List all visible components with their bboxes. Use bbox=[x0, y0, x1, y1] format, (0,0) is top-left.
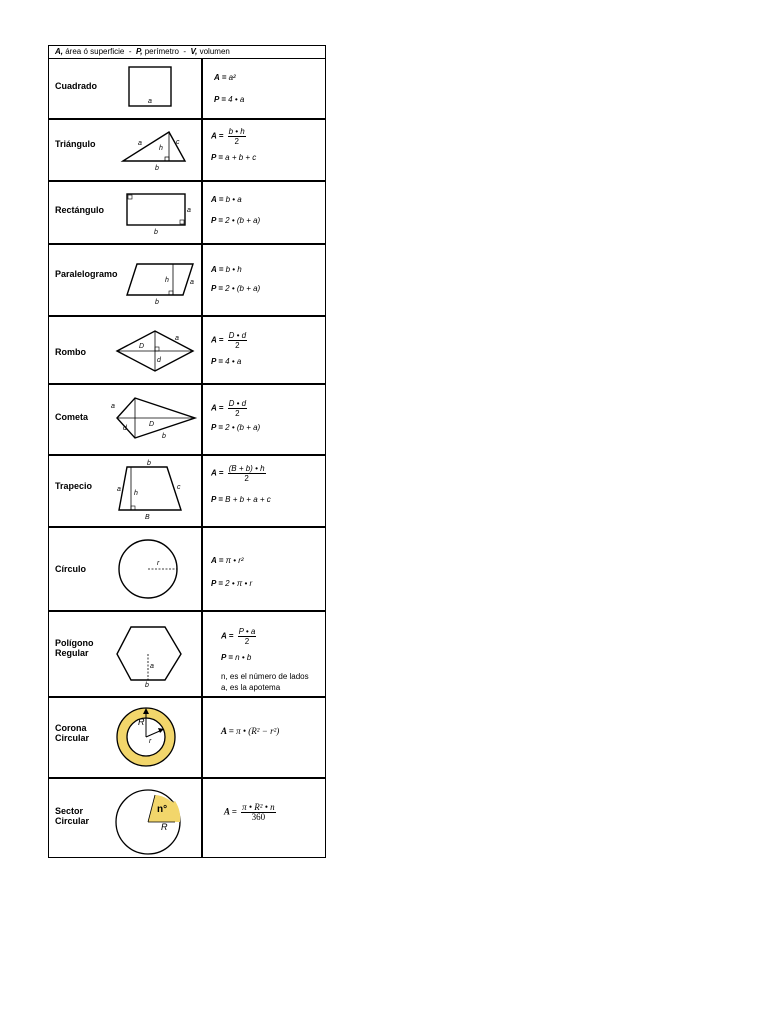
rhombus-figure bbox=[115, 329, 197, 377]
shape-name-cuadrado: Cuadrado bbox=[55, 81, 98, 91]
formula-area: A = $\frac{D • d}{2}$ bbox=[211, 331, 247, 350]
formula-perimeter: P = 2 • (b + a) bbox=[211, 423, 261, 432]
annulus-figure bbox=[115, 706, 177, 768]
svg-text:b: b bbox=[162, 433, 166, 440]
svg-text:a: a bbox=[150, 663, 154, 670]
svg-text:c: c bbox=[176, 139, 180, 146]
svg-text:B: B bbox=[145, 514, 150, 521]
shape-name-paralelogramo: Paralelogramo bbox=[55, 269, 118, 279]
svg-text:b: b bbox=[155, 165, 159, 172]
svg-text:b: b bbox=[147, 460, 151, 467]
formula-perimeter: P = 2 • (b + a) bbox=[211, 284, 261, 293]
formula-perimeter: P = 4 • a bbox=[211, 357, 242, 366]
column-divider bbox=[201, 59, 203, 857]
trapezoid-figure bbox=[115, 459, 197, 521]
svg-text:r: r bbox=[157, 560, 160, 567]
svg-text:a: a bbox=[117, 486, 121, 493]
svg-text:a: a bbox=[175, 335, 179, 342]
row-divider bbox=[49, 118, 325, 120]
svg-text:c: c bbox=[177, 484, 181, 491]
circle-figure bbox=[117, 539, 181, 601]
formula-perimeter: P = n • b bbox=[221, 653, 252, 662]
shape-name-sector-circular: Sector Circular bbox=[55, 806, 90, 826]
svg-text:a: a bbox=[187, 207, 191, 214]
svg-text:a: a bbox=[111, 403, 115, 410]
legend bbox=[49, 46, 325, 59]
formula-perimeter: P = B + b + a + c bbox=[211, 495, 271, 504]
shape-name-poligono-regular: Polígono Regular bbox=[55, 638, 94, 658]
shape-name-cometa: Cometa bbox=[55, 412, 89, 422]
svg-text:d: d bbox=[123, 425, 127, 432]
kite-figure bbox=[111, 396, 199, 446]
label-a: a bbox=[148, 98, 152, 105]
formula-area: A = $\frac{(B + b) • h}{2}$ bbox=[211, 464, 265, 483]
row-divider bbox=[49, 315, 325, 317]
svg-text:d: d bbox=[157, 357, 161, 364]
legend-p-text: perímetro bbox=[144, 47, 179, 56]
svg-text:n°: n° bbox=[157, 804, 168, 815]
row-divider bbox=[49, 526, 325, 528]
hexagon-figure bbox=[115, 624, 183, 688]
note-n: n, es el número de lados bbox=[221, 672, 309, 681]
legend-a-text: área ó superficie bbox=[65, 47, 125, 56]
shape-name-rectangulo: Rectángulo bbox=[55, 205, 105, 215]
formula-area: A = a² bbox=[214, 73, 236, 82]
row-divider bbox=[49, 180, 325, 182]
formula-area: A = $\frac{D • d}{2}$ bbox=[211, 399, 247, 418]
svg-text:h: h bbox=[134, 490, 138, 497]
formula-area: A = $\frac{b • h}{2}$ bbox=[211, 127, 245, 146]
svg-text:b: b bbox=[145, 682, 149, 689]
shape-name-triangulo: Triángulo bbox=[55, 139, 96, 149]
row-divider bbox=[49, 243, 325, 245]
svg-text:D: D bbox=[149, 421, 155, 428]
row-divider bbox=[49, 383, 325, 385]
formula-area: A = π • (R² − r²) bbox=[221, 726, 280, 736]
svg-text:b: b bbox=[155, 299, 159, 306]
svg-text:h: h bbox=[165, 277, 169, 284]
legend-p-symbol: P, bbox=[135, 47, 143, 56]
svg-text:r: r bbox=[149, 738, 152, 745]
formula-area: A = $\frac{P • a}{2}$ bbox=[221, 627, 256, 646]
svg-text:b: b bbox=[154, 229, 158, 236]
shape-name-trapecio: Trapecio bbox=[55, 481, 93, 491]
formula-perimeter: P = a + b + c bbox=[211, 153, 257, 162]
triangle-figure bbox=[121, 130, 189, 172]
formula-area: A = π • r² bbox=[211, 556, 244, 565]
legend-sep-2: - bbox=[183, 47, 187, 56]
formula-sheet bbox=[48, 45, 326, 858]
legend-a-symbol: A, bbox=[55, 47, 63, 56]
row-divider bbox=[49, 610, 325, 612]
formula-perimeter: P = 2 • (b + a) bbox=[211, 216, 261, 225]
svg-text:a: a bbox=[138, 140, 142, 147]
formula-perimeter: P = 4 • a bbox=[214, 95, 245, 104]
svg-text:a: a bbox=[190, 279, 194, 286]
legend-v-text: volumen bbox=[199, 47, 230, 56]
row-divider bbox=[49, 696, 325, 698]
formula-area: A = $\frac{\text{π • R² • n}}{360}$ bbox=[224, 802, 275, 822]
note-a: a, es la apotema bbox=[221, 683, 281, 692]
svg-text:R: R bbox=[138, 717, 145, 727]
svg-text:D: D bbox=[139, 343, 145, 350]
sector-figure bbox=[115, 789, 181, 855]
legend-v-symbol: V, bbox=[190, 47, 198, 56]
shape-name-corona-circular: Corona Circular bbox=[55, 723, 90, 743]
svg-text:h: h bbox=[159, 145, 163, 152]
formula-perimeter: P = 2 • π • r bbox=[211, 579, 253, 588]
square-figure bbox=[127, 66, 173, 108]
svg-text:R: R bbox=[161, 822, 168, 832]
formula-area: A = b • a bbox=[211, 195, 242, 204]
legend-sep-1: - bbox=[128, 47, 132, 56]
row-divider bbox=[49, 454, 325, 456]
row-divider bbox=[49, 777, 325, 779]
shape-name-circulo: Círculo bbox=[55, 564, 87, 574]
rectangle-figure bbox=[125, 192, 197, 236]
formula-area: A = b • h bbox=[211, 265, 242, 274]
shape-name-rombo: Rombo bbox=[55, 347, 86, 357]
parallelogram-figure bbox=[125, 262, 199, 306]
